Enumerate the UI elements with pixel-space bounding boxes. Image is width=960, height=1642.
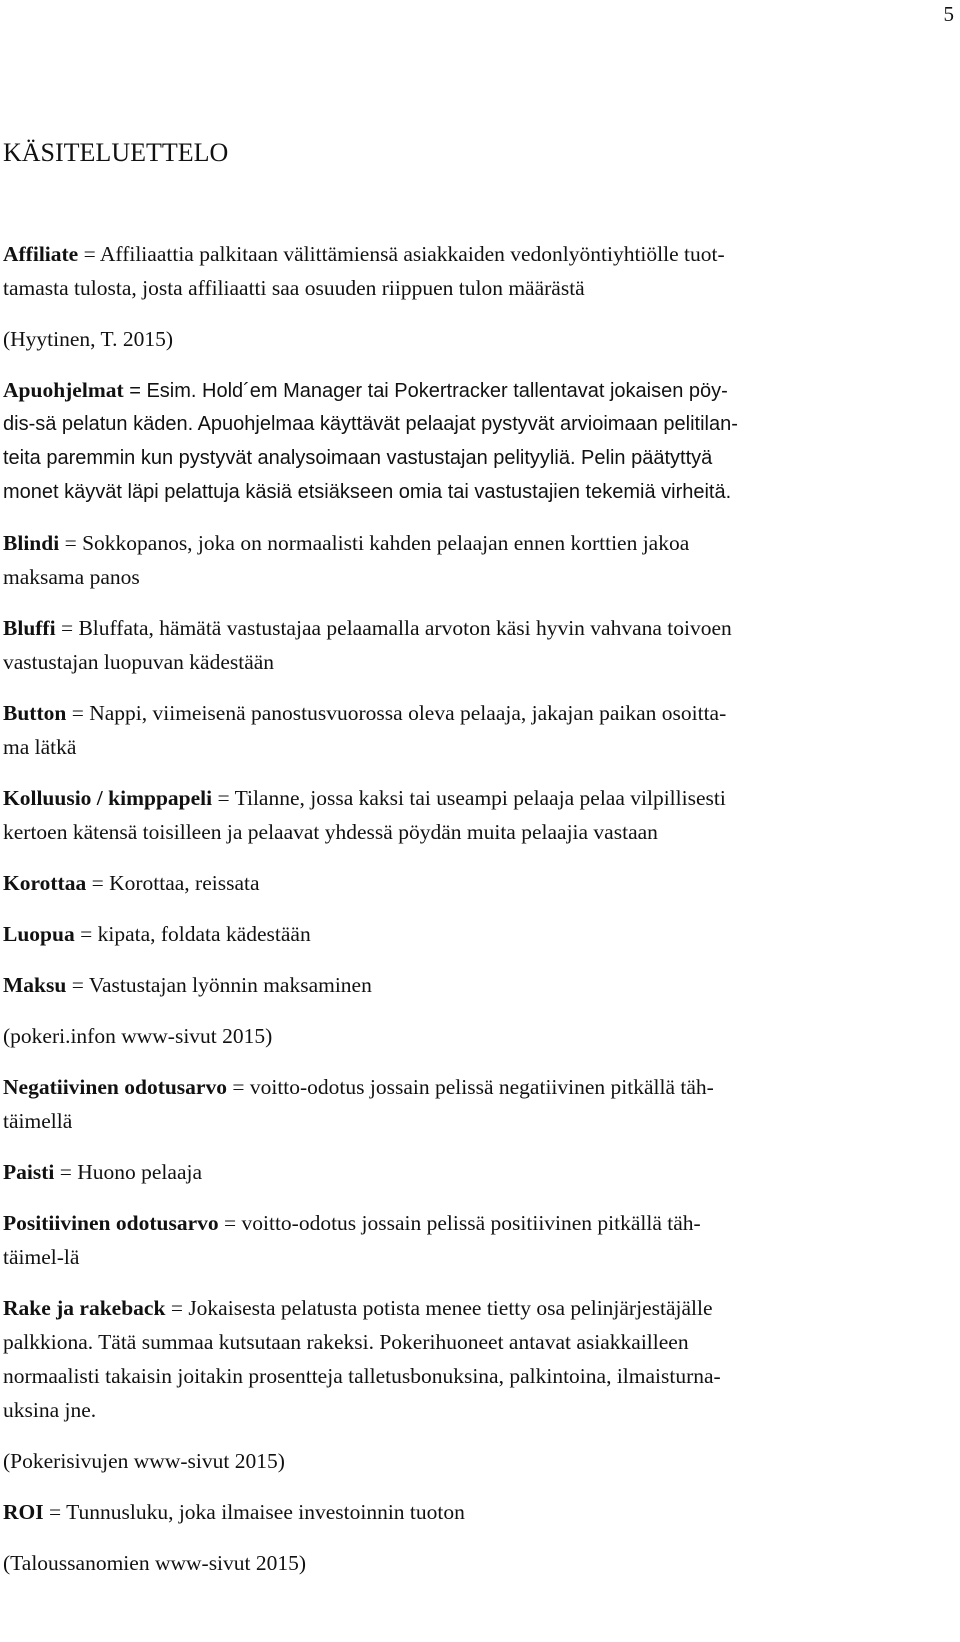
glossary-entry-kolluusio [3,781,915,815]
term-rake: Rake ja rakeback [3,1296,166,1320]
definition-luopua: = kipata, foldata kädestään [74,922,311,946]
term-maksu: Maksu [3,973,67,997]
definition-button-cont: ma lätkä [3,735,77,759]
term-paisti: Paisti [3,1160,55,1184]
definition-positiivinen-cont: täimel-lä [3,1245,80,1269]
page-title: KÄSITELUETTELO [3,138,229,167]
definition-negatiivinen-cont: täimellä [3,1109,73,1133]
definition-kolluusio-cont: kertoen kätensä toisilleen ja pelaavat yhdessä pöydän muita pelaajia vastaan [3,820,658,844]
term-bluffi: Bluffi [3,616,56,640]
term-roi: ROI [3,1500,44,1524]
definition-negatiivinen: = voitto-odotus jossain pelissä negatiivinen pitkällä täh- [226,1075,714,1099]
term-positiivinen: Positiivinen odotusarvo [3,1211,219,1235]
glossary-entry-negatiivinen [3,1070,915,1104]
reference-taloussanomien: (Taloussanomien www-sivut 2015) [3,1551,307,1575]
definition-rake-line3: normaalisti takaisin joitakin prosentteja talletusbonuksina, palkintoina, ilmaisturna- [3,1364,721,1388]
glossary-entry-rake [3,1291,915,1325]
definition-apuohjelmat-line3: teita paremmin kun pystyvät analysoimaan vastustajan pelityyliä. Pelin päätyttyä [3,447,713,469]
glossary-entry-apuohjelmat [3,373,915,408]
glossary-entry-maksu [3,968,915,1002]
definition-positiivinen: = voitto-odotus jossain pelissä positiivinen pitkällä täh- [218,1211,701,1235]
definition-roi: = Tunnusluku, joka ilmaisee investoinnin tuoton [43,1500,465,1524]
term-korottaa: Korottaa [3,871,87,895]
definition-blindi-cont: maksama panos [3,565,140,589]
glossary-entry-paisti [3,1155,915,1189]
term-negatiivinen: Negatiivinen odotusarvo [3,1075,227,1099]
definition-rake: = Jokaisesta pelatusta potista menee tietty osa pelinjärjestäjälle [165,1296,713,1320]
definition-korottaa: = Korottaa, reissata [86,871,260,895]
glossary-entry-luopua [3,917,915,951]
glossary-entry-button [3,696,915,730]
term-luopua: Luopua [3,922,75,946]
glossary-entry-affiliate [3,237,915,271]
reference-pokerisivujen: (Pokerisivujen www-sivut 2015) [3,1449,285,1473]
reference-hyytinen: (Hyytinen, T. 2015) [3,327,173,351]
glossary-entry-blindi [3,526,915,560]
term-affiliate: Affiliate [3,242,79,266]
definition-bluffi-cont: vastustajan luopuvan kädestään [3,650,275,674]
definition-affiliate-cont: tamasta tulosta, josta affiliaatti saa osuuden riippuen tulon määrästä [3,276,585,300]
term-blindi: Blindi [3,531,60,555]
term-button: Button [3,701,67,725]
definition-button: = Nappi, viimeisenä panostusvuorossa oleva pelaaja, jakajan paikan osoitta- [66,701,727,725]
definition-bluffi: = Bluffata, hämätä vastustajaa pelaamalla arvoton käsi hyvin vahvana toivoen [55,616,732,640]
page-number: 5 [943,2,954,26]
definition-blindi: = Sokkopanos, joka on normaalisti kahden pelaajan ennen korttien jakoa [59,531,690,555]
definition-maksu: = Vastustajan lyönnin maksaminen [66,973,372,997]
reference-pokeri-info: (pokeri.infon www-sivut 2015) [3,1024,273,1048]
term-apuohjelmat: Apuohjelmat [3,378,124,402]
glossary-entry-korottaa [3,866,915,900]
definition-apuohjelmat: = Esim. Hold´em Manager tai Pokertracker tallentavat jokaisen pöy- [123,380,728,402]
definition-rake-line4: uksina jne. [3,1398,97,1422]
definition-kolluusio: = Tilanne, jossa kaksi tai useampi pelaaja pelaa vilpillisesti [212,786,726,810]
definition-rake-line2: palkkiona. Tätä summaa kutsutaan rakeksi. Pokerihuoneet antavat asiakkailleen [3,1330,689,1354]
glossary-entry-positiivinen [3,1206,915,1240]
glossary-entry-bluffi [3,611,915,645]
glossary-entry-roi [3,1495,915,1529]
definition-apuohjelmat-line4: monet käyvät läpi pelattuja käsiä etsiäkseen omia tai vastustajien tekemiä virheitä. [3,481,732,503]
definition-paisti: = Huono pelaaja [54,1160,203,1184]
definition-apuohjelmat-line2: dis-sä pelatun käden. Apuohjelmaa käyttävät pelaajat pystyvät arvioimaan pelitilan- [3,413,738,435]
definition-affiliate: = Affiliaattia palkitaan välittämiensä asiakkaiden vedonlyöntiyhtiölle tuot- [78,242,725,266]
term-kolluusio: Kolluusio / kimppapeli [3,786,213,810]
